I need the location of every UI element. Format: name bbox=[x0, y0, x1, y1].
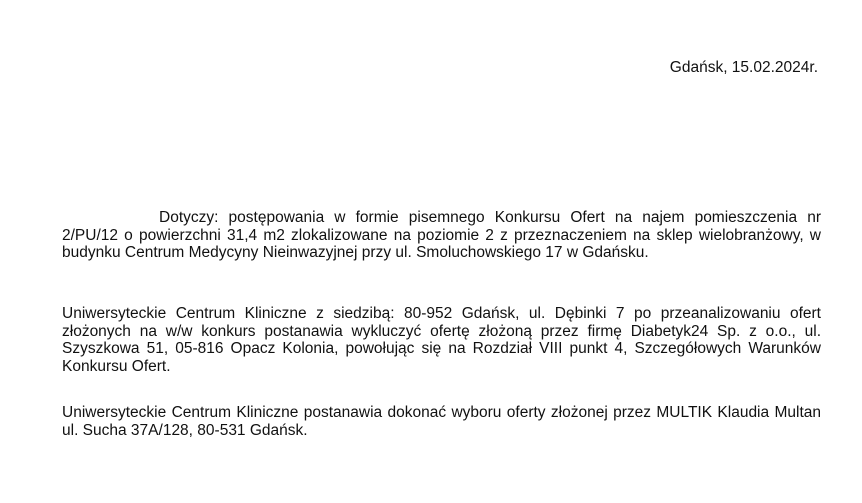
document-date: Gdańsk, 15.02.2024r. bbox=[669, 59, 818, 76]
subject-paragraph: Dotyczy: postępowania w formie pisemnego Konkursu Ofert na najem pomieszczenia nr 2/PU/12 o powierzchni 31,4 m2 zlokalizowane na poziomie 2 z przeznaczeniem na sklep wielobranżowy, w budynku Centrum Medycyny Nieinwazyjnej przy ul. Smoluchowskiego 17 w Gdańsku. bbox=[62, 209, 821, 261]
exclusion-paragraph: Uniwersyteckie Centrum Kliniczne z siedzibą: 80-952 Gdańsk, ul. Dębinki 7 po przeanalizowaniu ofert złożonych na w/w konkurs postanawia wykluczyć ofertę złożoną przez firmę Diabetyk24 Sp. z o.o., ul. Szyszkowa 51, 05-816 Opacz Kolonia, powołując się na Rozdział VIII punkt 4, Szczegółowych Warunków Konkursu Ofert. bbox=[62, 305, 821, 375]
selection-paragraph: Uniwersyteckie Centrum Kliniczne postanawia dokonać wyboru oferty złożonej przez MULTIK Klaudia Multan ul. Sucha 37A/128, 80-531 Gdańsk. bbox=[62, 404, 821, 439]
